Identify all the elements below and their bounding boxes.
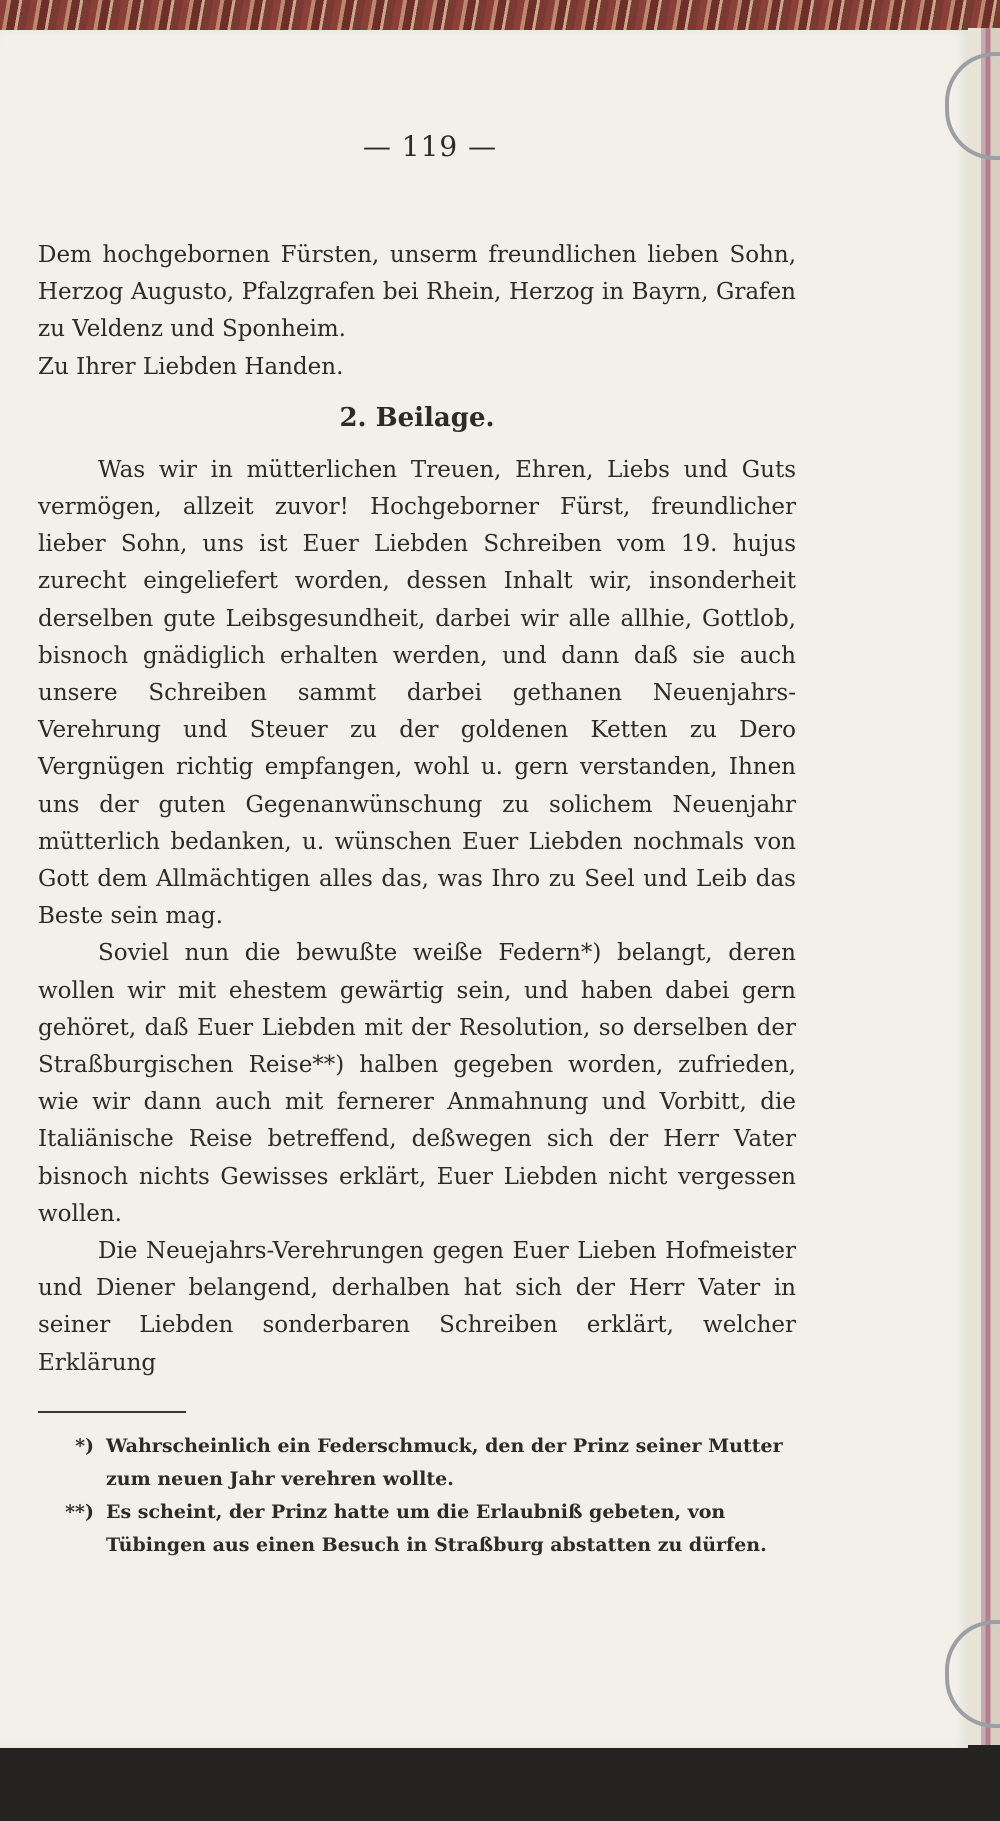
footnotes — [38, 1430, 796, 1562]
footnote-text: Es scheint, der Prinz hatte um die Erlaubniß gebeten, von Tübingen aus einen Besuch in Straßburg abstatten zu dürfen. — [106, 1501, 767, 1556]
footnote-1 — [38, 1430, 796, 1496]
footnote-text: Wahrscheinlich ein Federschmuck, den der Prinz seiner Mutter zum neuen Jahr verehren wollte. — [106, 1435, 783, 1490]
address-paragraph: Dem hochgebornen Fürsten, unserm freundlichen lieben Sohn, Herzog Augusto, Pfalzgrafen bei Rhein, Herzog in Bayrn, Grafen zu Veldenz und Sponheim. — [38, 242, 796, 343]
footnote-2 — [38, 1496, 796, 1562]
page-number: — 119 — — [362, 130, 498, 163]
section-heading: 2. Beilage. — [339, 402, 495, 433]
book-cover-marbled-edge — [0, 0, 1000, 34]
footnote-mark: **) — [65, 1501, 94, 1523]
letter-paragraph-3: Die Neuejahrs-Verehrungen gegen Euer Lieben Hofmeister und Diener belangend, derhalben hat sich der Herr Vater in seiner Liebden sonderbaren Schreiben erklärt, welcher Erklärung — [38, 1238, 796, 1376]
address-closing: Zu Ihrer Liebden Handen. — [38, 353, 344, 380]
scan-background — [0, 1745, 1000, 1821]
letter-paragraph-1: Was wir in mütterlichen Treuen, Ehren, Liebs und Guts vermögen, allzeit zuvor! Hochgeborner Fürst, freundlicher lieber Sohn, uns ist Euer Liebden Schreiben vom 19. hujus zurecht eingeliefert worden, dessen Inhalt wir, insonderheit derselben gute Leibsgesundheit, darbei wir alle allhie, Gottlob, bisnoch gnädiglich erhalten werden, und dann daß sie auch unsere Schreiben sammt darbei gethanen Neuenjahrs-Verehrung und Steuer zu der goldenen Ketten zu Dero Vergnügen richtig empfangen, wohl u. gern verstanden, Ihnen uns der guten Gegenanwünschung zu solichem Neuenjahr mütterlich bedanken, u. wünschen Euer Liebden nochmals von Gott dem Allmächtigen alles das, was Ihro zu Seel und Leib das Beste sein mag. — [38, 456, 796, 930]
letter-paragraph-2: Soviel nun die bewußte weiße Federn*) belangt, deren wollen wir mit ehestem gewärtig sein, und haben dabei gern gehöret, daß Euer Liebden mit der Resolution, so derselben der Straßburgischen Reise**) halben gegeben worden, zufrieden, wie wir dann auch mit fernerer Anmahnung und Vorbitt, die Italiänische Reise betreffend, deßwegen sich der Herr Vater bisnoch nichts Gewisses erklärt, Euer Liebden nicht vergessen wollen. — [38, 940, 796, 1227]
page-edge-stack — [968, 28, 1000, 1748]
footnote-mark: *) — [75, 1435, 94, 1457]
main-text — [38, 237, 796, 1382]
footnote-divider — [38, 1411, 186, 1413]
